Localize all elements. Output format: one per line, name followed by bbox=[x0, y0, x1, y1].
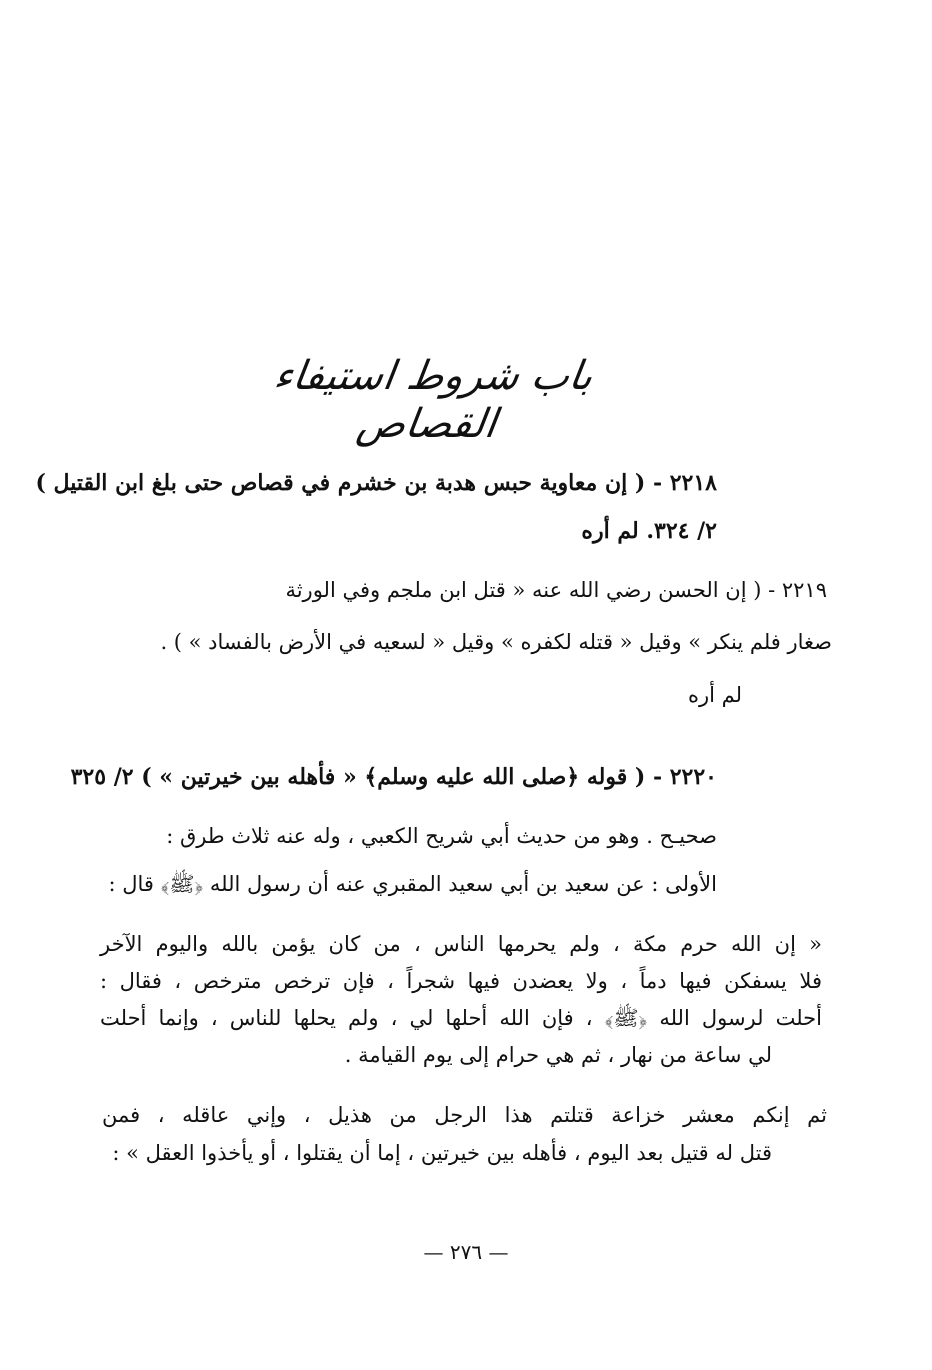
entry-2220-quote-line-1: « إن الله حرم مكة ، ولم يحرمها الناس ، من كان يؤمن بالله واليوم الآخر bbox=[100, 932, 822, 956]
entry-2220-paragraph-1: صحيـح . وهو من حديث أبي شريح الكعبي ، وله عنه ثلاث طرق : bbox=[166, 824, 717, 848]
entry-2220-quote-line-3: أحلت لرسول الله ﴿ﷺ﴾ ، فإن الله أحلها لي ، ولم يحلها للناس ، وإنما أحلت bbox=[100, 1006, 822, 1030]
entry-2218-heading: ٢٢١٨ - ( إن معاوية حبس هدبة بن خشرم في قصاص حتى بلغ ابن القتيل ) bbox=[35, 470, 717, 496]
entry-2220-text-line-2: قتل له قتيل بعد اليوم ، فأهله بين خيرتين ، إما أن يقتلوا ، أو يأخذوا العقل » : bbox=[112, 1141, 772, 1165]
entry-2218-reference: ٢/ ٣٢٤. لم أره bbox=[581, 518, 717, 544]
entry-2220-text-line-1: ثم إنكم معشر خزاعة قتلتم هذا الرجل من هذيل ، وإني عاقله ، فمن bbox=[102, 1103, 827, 1127]
entry-2220-heading: ٢٢٢٠ - ( قوله ﴿صلى الله عليه وسلم﴾ « فأهله بين خيرتين » ) ٢/ ٣٢٥ bbox=[70, 764, 717, 790]
entry-2219-note: لم أره bbox=[687, 683, 742, 707]
entry-2219-line-1: ٢٢١٩ - ( إن الحسن رضي الله عنه « قتل ابن ملجم وفي الورثة bbox=[285, 578, 827, 602]
chapter-title: باب شروط استيفاء القصاص bbox=[270, 353, 596, 447]
page-number: — ٢٧٦ — bbox=[423, 1240, 509, 1264]
entry-2219-line-2: صغار فلم ينكر » وقيل « قتله لكفره » وقيل « لسعيه في الأرض بالفساد » ) . bbox=[160, 630, 832, 654]
entry-2220-quote-line-4: لي ساعة من نهار ، ثم هي حرام إلى يوم القيامة . bbox=[344, 1043, 772, 1067]
entry-2220-paragraph-2: الأولى : عن سعيد بن أبي سعيد المقبري عنه أن رسول الله ﴿ﷺ﴾ قال : bbox=[108, 872, 717, 896]
entry-2220-quote-line-2: فلا يسفكن فيها دماً ، ولا يعضدن فيها شجراً ، فإن ترخص مترخص ، فقال : bbox=[100, 969, 822, 993]
